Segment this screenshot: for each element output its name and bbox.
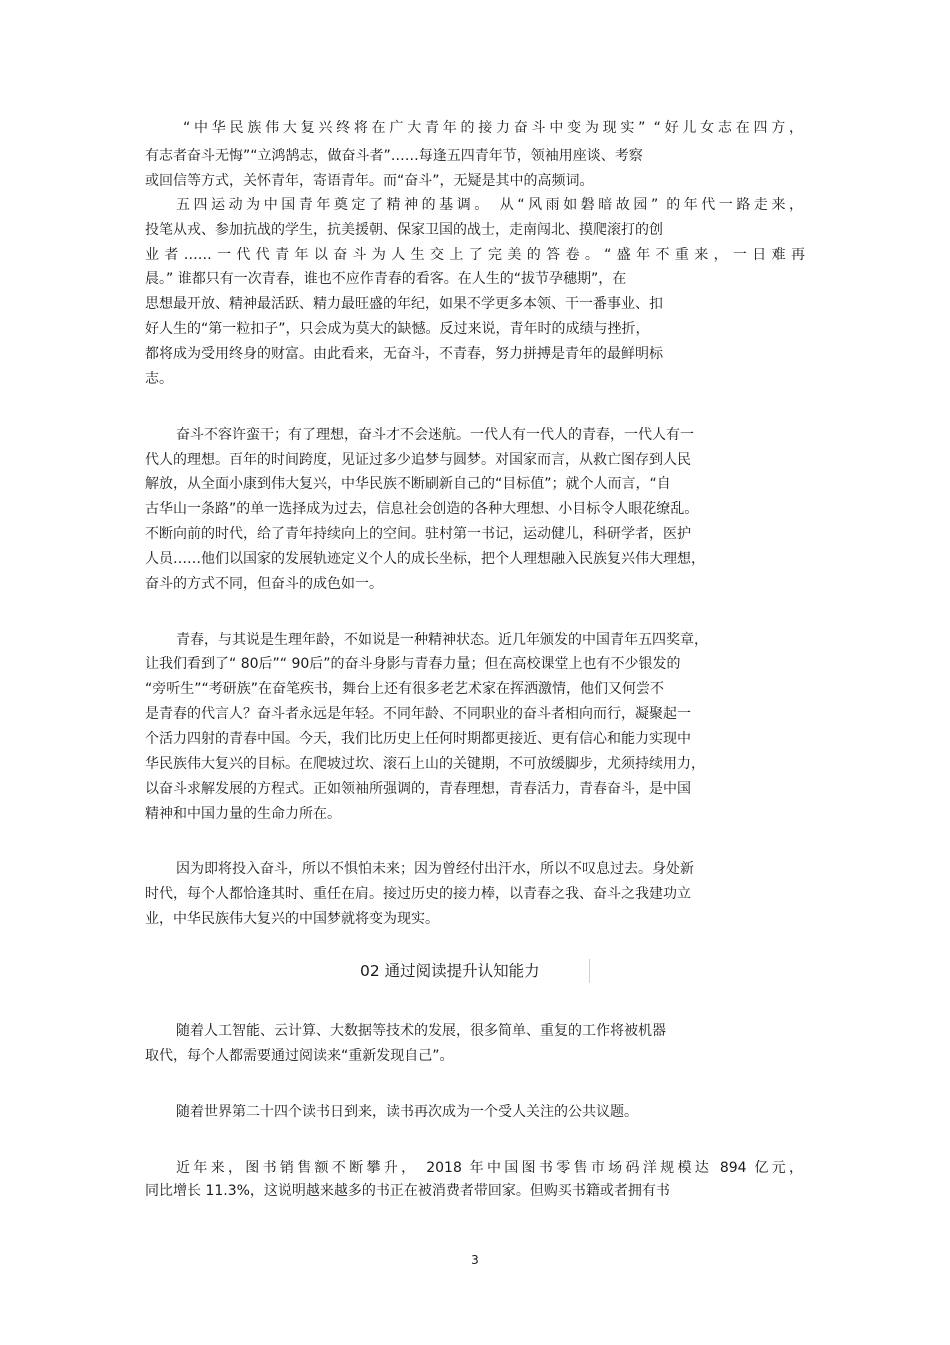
text-line: 奋斗不容许蛮干；有了理想，奋斗才不会迷航。一代人有一代人的青春，一代人有一 (176, 427, 694, 443)
text-line: 华民族伟大复兴的目标。在爬坡过坎、滚石上山的关键期，不可放缓脚步，尤须持续用力， (145, 756, 705, 772)
text-line: 同比增长 11.3%，这说明越来越多的书正在被消费者带回家。但购买书籍或者拥有书 (145, 1183, 670, 1199)
text-line: 代人的理想。百年的时间跨度，见证过多少追梦与圆梦。对国家而言，从救亡图存到人民 (145, 452, 691, 468)
text-line: 近年来，图书销售额不断攀升， 2018 年中国图书零售市场码洋规模达 894 亿元， (176, 1160, 803, 1176)
text-line: 思想最开放、精神最活跃、精力最旺盛的年纪，如果不学更多本领、干一番事业、扣 (145, 296, 663, 312)
text-line: 都将成为受用终身的财富。由此看来，无奋斗，不青春，努力拼搏是青年的最鲜明标 (145, 346, 663, 362)
text-line: 业，中华民族伟大复兴的中国梦就将变为现实。 (145, 911, 439, 927)
text-line: 个活力四射的青春中国。今天，我们比历史上任何时期都更接近、更有信心和能力实现中 (145, 731, 691, 747)
text-line: 古华山一条路”的单一选择成为过去，信息社会创造的各种大理想、小目标令人眼花缭乱。 (145, 501, 699, 517)
text-line: 投笔从戎、参加抗战的学生，抗美援朝、保家卫国的战士，走南闯北、摸爬滚打的创 (145, 222, 663, 238)
text-line: 以奋斗求解发展的方程式。正如领袖所强调的，青春理想，青春活力，青春奋斗，是中国 (145, 781, 691, 797)
text-line: “旁听生”“考研族”在奋笔疾书，舞台上还有很多老艺术家在挥洒激情，他们又何尝不 (145, 681, 665, 697)
text-line: 或回信等方式，关怀青年，寄语青年。而“奋斗”，无疑是其中的高频词。 (145, 173, 594, 189)
text-line: “中华民族伟大复兴终将在广大青年的接力奋斗中变为现实” “好儿女志在四方， (183, 120, 803, 136)
text-line: 因为即将投入奋斗，所以不惧怕未来；因为曾经付出汗水，所以不叹息过去。身处新 (176, 861, 694, 877)
text-line: 人员……他们以国家的发展轨迹定义个人的成长坐标，把个人理想融入民族复兴伟大理想， (145, 551, 705, 567)
text-line: 志。 (145, 371, 173, 387)
text-line: 取代，每个人都需要通过阅读来“重新发现自己”。 (145, 1048, 454, 1064)
text-line: 业者……一代代青年以奋斗为人生交上了完美的答卷。“盛年不重来，一日难再 (145, 247, 805, 263)
text-line: 精神和中国力量的生命力所在。 (145, 806, 341, 822)
text-line: 有志者奋斗无悔”“立鸿鹄志，做奋斗者”……每逢五四青年节，领袖用座谈、考察 (145, 148, 643, 164)
text-line: 让我们看到了“ 80后”“ 90后”的奋斗身影与青春力量；但在高校课堂上也有不少银发的 (145, 656, 681, 672)
text-line: 五四运动为中国青年奠定了精神的基调。 从“风雨如磐暗故园” 的年代一路走来， (176, 197, 803, 213)
text-line: 随着世界第二十四个读书日到来，读书再次成为一个受人关注的公共议题。 (176, 1104, 638, 1120)
text-line: 青春，与其说是生理年龄，不如说是一种精神状态。近几年颁发的中国青年五四奖章， (176, 632, 708, 648)
section-heading: 02 通过阅读提升认知能力 (360, 962, 540, 980)
text-line: 时代，每个人都恰逢其时、重任在肩。接过历史的接力棒，以青春之我、奋斗之我建功立 (145, 886, 691, 902)
heading-divider (589, 959, 590, 983)
page-number: 3 (471, 1253, 479, 1267)
text-line: 奋斗的方式不同，但奋斗的成色如一。 (145, 576, 383, 592)
text-line: 不断向前的时代，给了青年持续向上的空间。驻村第一书记，运动健儿，科研学者，医护 (145, 526, 691, 542)
text-line: 晨。” 谁都只有一次青春，谁也不应作青春的看客。在人生的“拔节孕穗期”，在 (145, 271, 627, 287)
text-line: 好人生的“第一粒扣子”，只会成为莫大的缺憾。反过来说，青年时的成绩与挫折， (145, 321, 650, 337)
text-line: 随着人工智能、云计算、大数据等技术的发展，很多简单、重复的工作将被机器 (176, 1023, 666, 1039)
text-line: 是青春的代言人？奋斗者永远是年轻。不同年龄、不同职业的奋斗者相向而行，凝聚起一 (145, 706, 691, 722)
text-line: 解放，从全面小康到伟大复兴，中华民族不断刷新自己的“目标值”；就个人而言，“自 (145, 476, 671, 492)
